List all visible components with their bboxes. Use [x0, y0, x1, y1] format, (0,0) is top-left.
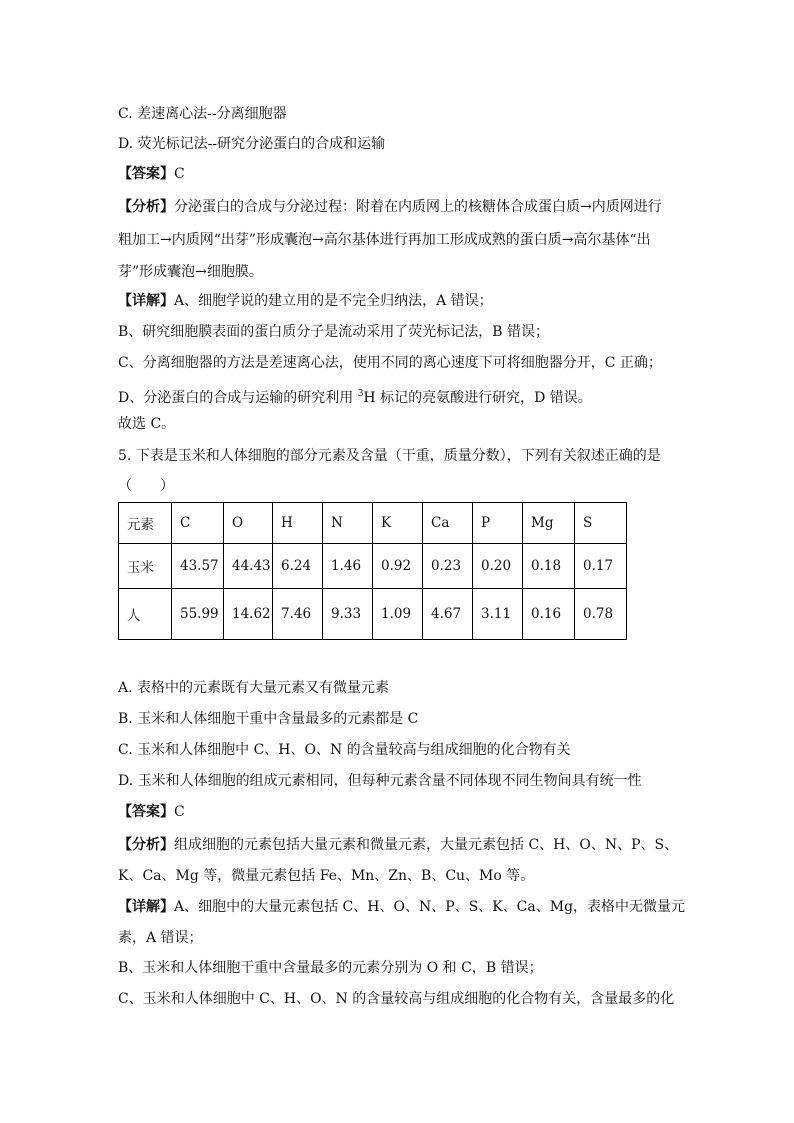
- answer-line-1: [118, 164, 185, 184]
- table-cell: 4.67: [423, 589, 473, 640]
- analysis-tag: 【分析】: [118, 837, 174, 853]
- detail2-line-c: C、玉米和人体细胞中 C、H、O、N 的含量较高与组成细胞的化合物有关，含量最多的化: [118, 991, 675, 1007]
- table-cell: 0.17: [575, 544, 627, 589]
- element-content-table: [118, 502, 627, 640]
- detail2-line-b: B、玉米和人体细胞干重中含量最多的元素分别为 O 和 C，B 错误；: [118, 960, 543, 976]
- detail-text: A、细胞中的大量元素包括 C、H、O、N、P、S、K、Ca、Mg，表格中无微量元: [174, 899, 686, 915]
- detail2-line-a1: [118, 897, 685, 917]
- table-cell: C: [172, 503, 224, 544]
- table-cell: S: [575, 503, 627, 544]
- option-c-line: C. 差速离心法--分离细胞器: [118, 106, 287, 122]
- detail-tag: 【详解】: [118, 899, 174, 915]
- analysis-line-1: [118, 197, 662, 217]
- analysis2-line-2: K、Ca、Mg 等，微量元素包括 Fe、Mn、Zn、B、Cu、Mo 等。: [118, 868, 535, 884]
- table-cell: 1.46: [323, 544, 373, 589]
- table-row: [119, 544, 627, 589]
- table-cell: 0.78: [575, 589, 627, 640]
- table-cell: 人: [119, 589, 172, 640]
- option-c-line: C. 玉米和人体细胞中 C、H、O、N 的含量较高与组成细胞的化合物有关: [118, 742, 571, 758]
- table-cell: 0.20: [473, 544, 523, 589]
- table-cell: 元素: [119, 503, 172, 544]
- option-d-line: D. 荧光标记法--研究分泌蛋白的合成和运输: [118, 136, 386, 152]
- option-a-line: A. 表格中的元素既有大量元素又有微量元素: [118, 680, 390, 696]
- question-5-stem: 5. 下表是玉米和人体细胞的部分元素及含量（干重，质量分数），下列有关叙述正确的是: [118, 448, 661, 464]
- detail2-line-a2: 素，A 错误；: [118, 930, 203, 946]
- analysis-tag: 【分析】: [118, 199, 174, 215]
- conclusion-line: 故选 C。: [118, 416, 176, 432]
- table-row: [119, 589, 627, 640]
- table-cell: 玉米: [119, 544, 172, 589]
- detail-tag: 【详解】: [118, 293, 174, 309]
- question-5-paren: （ ）: [118, 478, 174, 494]
- table-cell: O: [224, 503, 273, 544]
- analysis2-line-1: [118, 835, 678, 855]
- detail-line-b: B、研究细胞膜表面的蛋白质分子是流动采用了荧光标记法，B 错误；: [118, 324, 550, 340]
- answer-tag: 【答案】: [118, 166, 174, 182]
- table-cell: 0.16: [523, 589, 575, 640]
- table-cell: 7.46: [273, 589, 323, 640]
- analysis-text: 分泌蛋白的合成与分泌过程：附着在内质网上的核糖体合成蛋白质→内质网进行: [174, 199, 662, 215]
- table-cell: 0.92: [373, 544, 423, 589]
- table-cell: 0.23: [423, 544, 473, 589]
- table-cell: 44.43: [224, 544, 273, 589]
- detail-line-c: C、分离细胞器的方法是差速离心法，使用不同的离心速度下可将细胞器分开，C 正确；: [118, 355, 662, 371]
- detail-text: A、细胞学说的建立用的是不完全归纳法，A 错误；: [174, 293, 493, 309]
- table-cell: 3.11: [473, 589, 523, 640]
- table-cell: N: [323, 503, 373, 544]
- table-cell: Ca: [423, 503, 473, 544]
- table-cell: K: [373, 503, 423, 544]
- table-cell: Mg: [523, 503, 575, 544]
- option-b-line: B. 玉米和人体细胞干重中含量最多的元素都是 C: [118, 711, 419, 727]
- table-cell: 55.99: [172, 589, 224, 640]
- answer-line-2: [118, 802, 185, 822]
- table-cell: 6.24: [273, 544, 323, 589]
- table-cell: 9.33: [323, 589, 373, 640]
- table-cell: 14.62: [224, 589, 273, 640]
- table-cell: P: [473, 503, 523, 544]
- analysis-text: 组成细胞的元素包括大量元素和微量元素，大量元素包括 C、H、O、N、P、S、: [174, 837, 679, 853]
- table-cell: H: [273, 503, 323, 544]
- table-cell: 43.57: [172, 544, 224, 589]
- detail-d-pre: D、分泌蛋白的合成与运输的研究利用: [118, 390, 358, 406]
- analysis-line-2: 粗加工→内质网“出芽”形成囊泡→高尔基体进行再加工形成成熟的蛋白质→高尔基体“出: [118, 232, 651, 248]
- detail-line-d: [118, 384, 592, 408]
- table-cell: 0.18: [523, 544, 575, 589]
- answer-value: C: [174, 166, 185, 182]
- detail-line-a: [118, 291, 493, 311]
- detail-d-post: H 标记的亮氨酸进行研究，D 错误。: [363, 390, 592, 406]
- answer-tag: 【答案】: [118, 804, 174, 820]
- analysis-line-3: 芽”形成囊泡→细胞膜。: [118, 264, 263, 280]
- table-cell: 1.09: [373, 589, 423, 640]
- table-header-row: [119, 503, 627, 544]
- isotope-superscript: 3: [357, 389, 364, 399]
- option-d-line: D. 玉米和人体细胞的组成元素相同，但每种元素含量不同体现不同生物间具有统一性: [118, 773, 642, 789]
- answer-value: C: [174, 804, 185, 820]
